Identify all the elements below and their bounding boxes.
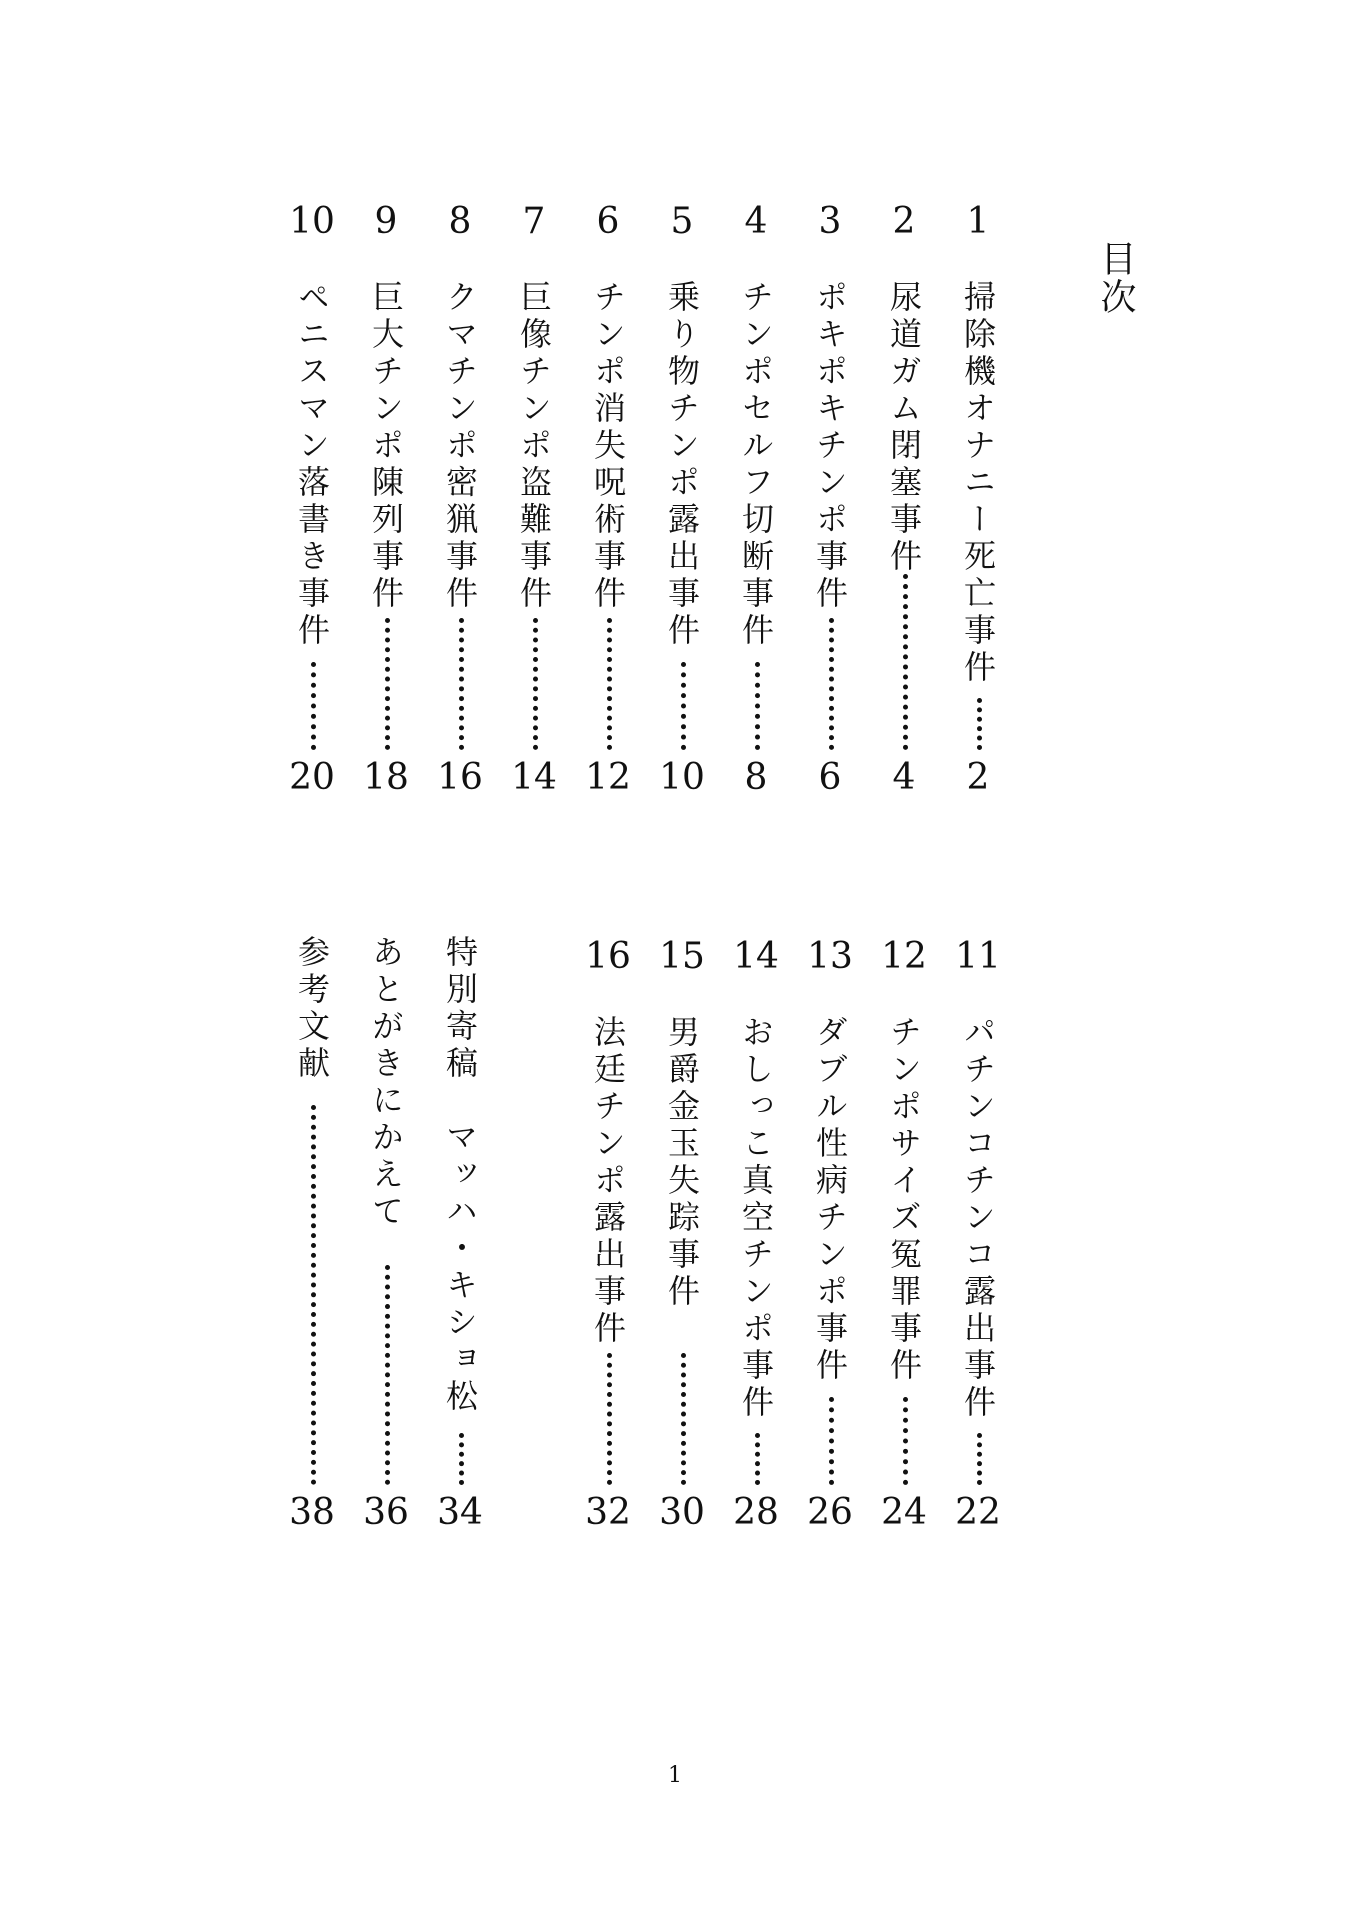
dot-leader: [533, 618, 538, 750]
entry-page-number: 4: [892, 757, 916, 798]
entry-title: 法廷チンポ露出事件: [589, 1015, 627, 1348]
toc-entry-15[interactable]: [652, 935, 712, 1545]
entry-number: 9: [374, 201, 398, 242]
dot-leader: [385, 618, 390, 750]
toc-entry-7[interactable]: [504, 200, 564, 810]
toc-heading: 目次: [1095, 240, 1136, 316]
entry-number: 16: [585, 936, 631, 977]
entry-number: 7: [522, 201, 546, 242]
toc-section-top: [0, 200, 1350, 820]
toc-entry-16[interactable]: [578, 935, 638, 1545]
toc-section-bottom: [0, 935, 1350, 1555]
entry-page-number: 24: [881, 1492, 927, 1533]
entry-title: 巨像チンポ盗難事件: [515, 280, 553, 613]
dot-leader: [607, 1353, 612, 1485]
entry-title: クマチンポ密猟事件: [441, 280, 479, 613]
entry-page-number: 10: [659, 757, 705, 798]
entry-page-number: 8: [744, 757, 768, 798]
toc-entry-references[interactable]: [282, 935, 342, 1545]
entry-title: パチンコチンコ露出事件: [959, 1015, 997, 1422]
entry-page-number: 12: [585, 757, 631, 798]
entry-page-number: 36: [363, 1492, 409, 1533]
entry-title: 尿道ガム閉塞事件: [885, 280, 923, 576]
entry-title: ペニスマン落書き事件: [293, 280, 331, 650]
toc-entry-4[interactable]: [726, 200, 786, 810]
entry-title: 男爵金玉失踪事件: [663, 1015, 701, 1311]
entry-title: ダブル性病チンポ事件: [811, 1015, 849, 1385]
entry-title: チンポ消失呪術事件: [589, 280, 627, 613]
entry-page-number: 26: [807, 1492, 853, 1533]
entry-page-number: 6: [818, 757, 842, 798]
entry-title: 特別寄稿 マッハ・キショ松: [441, 935, 479, 1416]
entry-page-number: 2: [966, 757, 990, 798]
entry-title: 巨大チンポ陳列事件: [367, 280, 405, 613]
entry-number: 3: [818, 201, 842, 242]
toc-entry-special-contribution[interactable]: [430, 935, 490, 1545]
entry-page-number: 14: [511, 757, 557, 798]
toc-entry-12[interactable]: [874, 935, 934, 1545]
dot-leader: [607, 618, 612, 750]
toc-entry-14[interactable]: [726, 935, 786, 1545]
toc-entry-afterword[interactable]: [356, 935, 416, 1545]
entry-title: 参考文献: [293, 935, 331, 1083]
entry-page-number: 30: [659, 1492, 705, 1533]
entry-number: 11: [955, 936, 1001, 977]
toc-entry-10[interactable]: [282, 200, 342, 810]
entry-page-number: 20: [289, 757, 335, 798]
entry-page-number: 16: [437, 757, 483, 798]
entry-page-number: 34: [437, 1492, 483, 1533]
entry-title: 掃除機オナニー死亡事件: [959, 280, 997, 687]
entry-page-number: 28: [733, 1492, 779, 1533]
page-number: 1: [668, 1763, 682, 1788]
dot-leader: [903, 1397, 908, 1485]
entry-title: 乗り物チンポ露出事件: [663, 280, 701, 650]
entry-number: 6: [596, 201, 620, 242]
entry-title: おしっこ真空チンポ事件: [737, 1015, 775, 1422]
dot-leader: [681, 1353, 686, 1485]
dot-leader: [829, 618, 834, 750]
toc-entry-6[interactable]: [578, 200, 638, 810]
toc-entry-5[interactable]: [652, 200, 712, 810]
dot-leader: [311, 662, 316, 750]
dot-leader: [903, 574, 908, 750]
entry-number: 5: [670, 201, 694, 242]
entry-page-number: 22: [955, 1492, 1001, 1533]
entry-title: チンポセルフ切断事件: [737, 280, 775, 650]
toc-entry-9[interactable]: [356, 200, 416, 810]
toc-entry-1[interactable]: [948, 200, 1008, 810]
dot-leader: [311, 1105, 316, 1485]
dot-leader: [681, 662, 686, 750]
entry-number: 14: [733, 936, 779, 977]
dot-leader: [385, 1265, 390, 1485]
entry-number: 1: [966, 201, 990, 242]
dot-leader: [755, 662, 760, 750]
entry-number: 8: [448, 201, 472, 242]
entry-title: チンポサイズ冤罪事件: [885, 1015, 923, 1385]
dot-leader: [459, 1433, 464, 1485]
entry-number: 10: [289, 201, 335, 242]
toc-entry-8[interactable]: [430, 200, 490, 810]
toc-entry-2[interactable]: [874, 200, 934, 810]
entry-number: 13: [807, 936, 853, 977]
entry-page-number: 32: [585, 1492, 631, 1533]
entry-number: 4: [744, 201, 768, 242]
entry-page-number: 18: [363, 757, 409, 798]
entry-title: ポキポキチンポ事件: [811, 280, 849, 613]
dot-leader: [829, 1397, 834, 1485]
entry-page-number: 38: [289, 1492, 335, 1533]
entry-title: あとがきにかえて: [367, 935, 405, 1231]
entry-number: 12: [881, 936, 927, 977]
dot-leader: [977, 1433, 982, 1485]
entry-number: 15: [659, 936, 705, 977]
toc-entry-3[interactable]: [800, 200, 860, 810]
toc-entry-11[interactable]: [948, 935, 1008, 1545]
dot-leader: [755, 1433, 760, 1485]
toc-entry-13[interactable]: [800, 935, 860, 1545]
dot-leader: [459, 618, 464, 750]
entry-number: 2: [892, 201, 916, 242]
dot-leader: [977, 698, 982, 750]
